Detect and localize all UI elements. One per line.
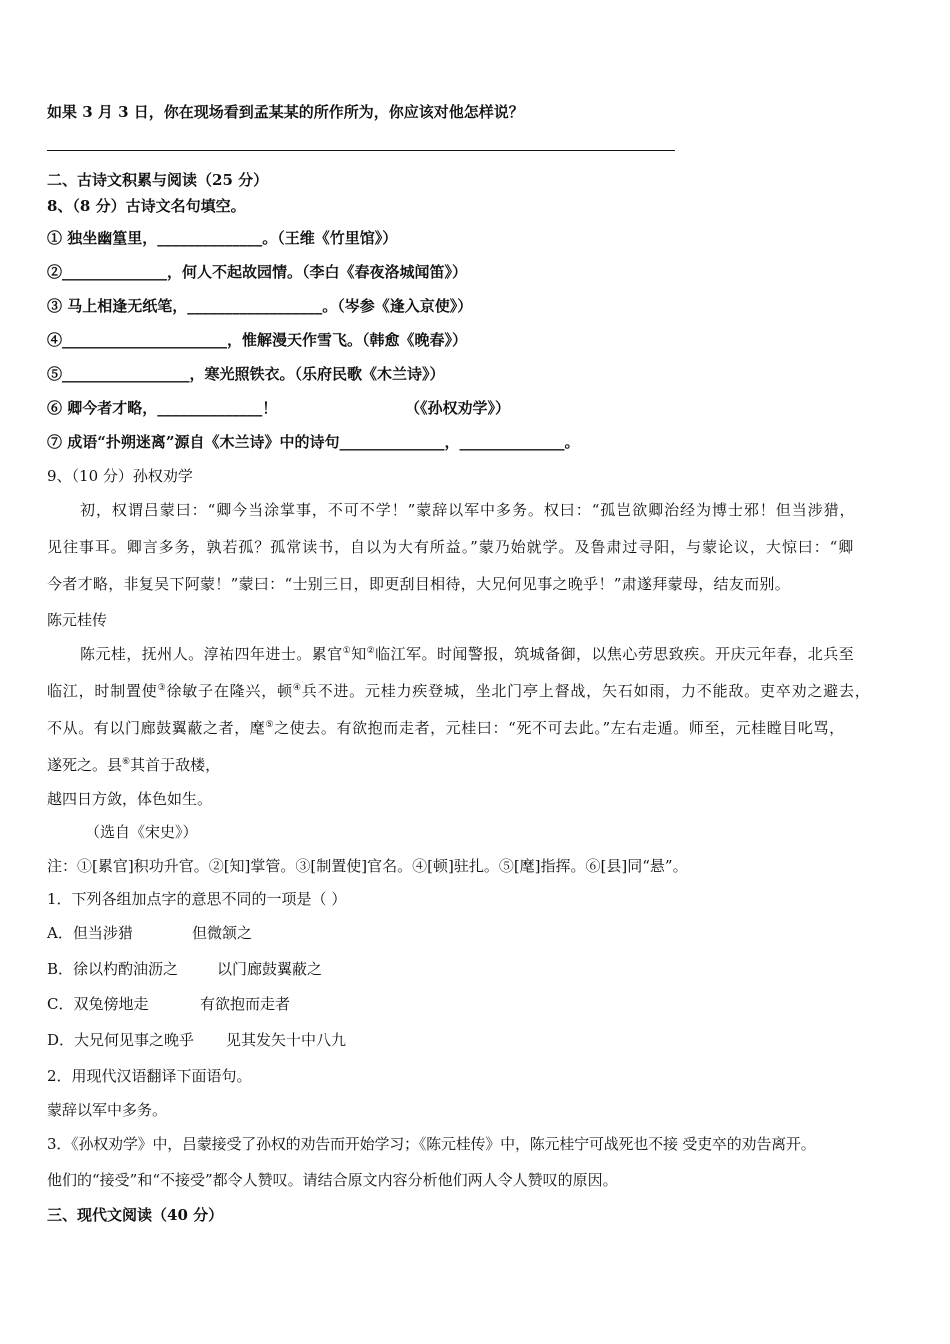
text-run: 其首于敌楼， xyxy=(130,756,221,774)
passage-1-line-3: 今者才略，非复吴下阿蒙！”蒙曰：“士别三日，即更刮目相待，大兄何见事之晚乎！”肃遂拜蒙母，结友而别。 xyxy=(47,575,791,593)
note-mark: ① xyxy=(342,646,352,656)
passage-2-line-3 xyxy=(47,718,845,738)
note-mark: ④ xyxy=(292,683,302,693)
passage-2-line-2 xyxy=(47,681,871,701)
section-heading-2: 二、古诗文积累与阅读（25 分） xyxy=(47,171,269,189)
option-c-pair: 有欲抱而走者 xyxy=(200,995,291,1013)
sub-question-1: 1．下列各组加点字的意思不同的一项是（ ） xyxy=(47,890,347,908)
text-run: 陈元桂，抚州人。淳祐四年进士。累官 xyxy=(80,645,343,663)
passage-1-line-1: 初，权谓吕蒙曰：“卿今当涂掌事，不可不学！”蒙辞以军中多务。权曰：“孤岂欲卿治经为博士邪！但当涉猎， xyxy=(80,501,856,519)
fill-blank-6: ⑥ 卿今者才略，______________！ xyxy=(47,399,278,417)
passage-2-line-4 xyxy=(47,755,220,775)
option-b: B．徐以杓酌油沥之 xyxy=(47,960,179,978)
sub-question-3-line-2: 他们的“接受”和“不接受”都令人赞叹。请结合原文内容分析他们两人令人赞叹的原因。 xyxy=(47,1171,618,1189)
note-mark: ② xyxy=(366,646,376,656)
option-c: C．双兔傍地走 xyxy=(47,995,149,1013)
text-run: 临江，时制置使 xyxy=(47,682,158,700)
option-d: D．大兄何见事之晚乎 xyxy=(47,1031,195,1049)
text-run: 兵不进。元桂力疾登城，坐北门亭上督战，矢石如雨，力不能敌。吏卒劝之避去， xyxy=(301,682,871,700)
fill-blank-5: ⑤_________________，寒光照铁衣。（乐府民歌《木兰诗》） xyxy=(47,365,445,383)
text-run: 知 xyxy=(351,645,367,663)
fill-blank-6-source: （《孙权劝学》） xyxy=(405,399,511,417)
passage-2-line-1 xyxy=(80,644,854,664)
passage-2-line-5: 越四日方敛，体色如生。 xyxy=(47,790,213,808)
text-run: 不从。有以门廊鼓翼蔽之者，麾 xyxy=(47,719,266,737)
section-heading-3: 三、现代文阅读（40 分） xyxy=(47,1206,224,1224)
sub-question-3-line-1: 3．《孙权劝学》中，吕蒙接受了孙权的劝告而开始学习；《陈元桂传》中，陈元桂宁可战死也不接 受吏卒的劝告离开。 xyxy=(47,1135,816,1153)
option-a: A．但当涉猎 xyxy=(47,924,133,942)
text-run: 临江军。时闻警报，筑城备御，以焦心劳思致疾。开庆元年春，北兵至 xyxy=(375,645,855,663)
fill-blank-4: ④______________________，惟解漫天作雪飞。（韩愈《晚春》） xyxy=(47,331,468,349)
text-run: 之使去。有欲抱而走者，元桂曰：“死不可去此。”左右走遁。师至，元桂瞠目叱骂， xyxy=(274,719,845,737)
option-b-pair: 以门廊鼓翼蔽之 xyxy=(217,960,323,978)
passage-2-source: （选自《宋史》） xyxy=(85,823,198,841)
note-mark: ⑤ xyxy=(265,720,275,730)
passage-1-line-2: 见往事耳。卿言多务，孰若孤？孤常读书，自以为大有所益。”蒙乃始就学。及鲁肃过寻阳，与蒙论议，大惊曰：“卿 xyxy=(47,538,855,556)
sub-question-2: 2．用现代汉语翻译下面语句。 xyxy=(47,1067,252,1085)
annotations: 注：①[累官]积功升官。②[知]掌管。③[制置使]官名。④[顿]驻扎。⑤[麾]指挥。⑥[县]同“悬”。 xyxy=(47,857,688,875)
fill-blank-3: ③ 马上相逢无纸笔，__________________。（岑参《逢入京使》） xyxy=(47,297,473,315)
passage-2-title: 陈元桂传 xyxy=(47,611,108,629)
text-run: 徐敏子在隆兴，顿 xyxy=(166,682,293,700)
question-prompt: 如果 3 月 3 日，你在现场看到孟某某的所作所为，你应该对他怎样说？ xyxy=(47,103,524,121)
question-8-title: 8、（8 分）古诗文名句填空。 xyxy=(47,197,246,215)
question-9-title: 9、（10 分）孙权劝学 xyxy=(47,467,193,485)
fill-blank-2: ②______________，何人不起故园情。（李白《春夜洛城闻笛》） xyxy=(47,263,468,281)
option-a-pair: 但微颔之 xyxy=(192,924,253,942)
note-mark: ③ xyxy=(157,683,167,693)
option-d-pair: 见其发矢十中八九 xyxy=(226,1031,347,1049)
note-mark: ⑥ xyxy=(122,757,131,767)
fill-blank-1: ① 独坐幽篁里，______________。（王维《竹里馆》） xyxy=(47,229,398,247)
text-run: 遂死之。县 xyxy=(47,756,123,774)
translate-sentence: 蒙辞以军中多务。 xyxy=(47,1101,168,1119)
fill-blank-7: ⑦ 成语“扑朔迷离”源自《木兰诗》中的诗句______________，______________。 xyxy=(47,433,580,451)
answer-line xyxy=(47,150,675,151)
